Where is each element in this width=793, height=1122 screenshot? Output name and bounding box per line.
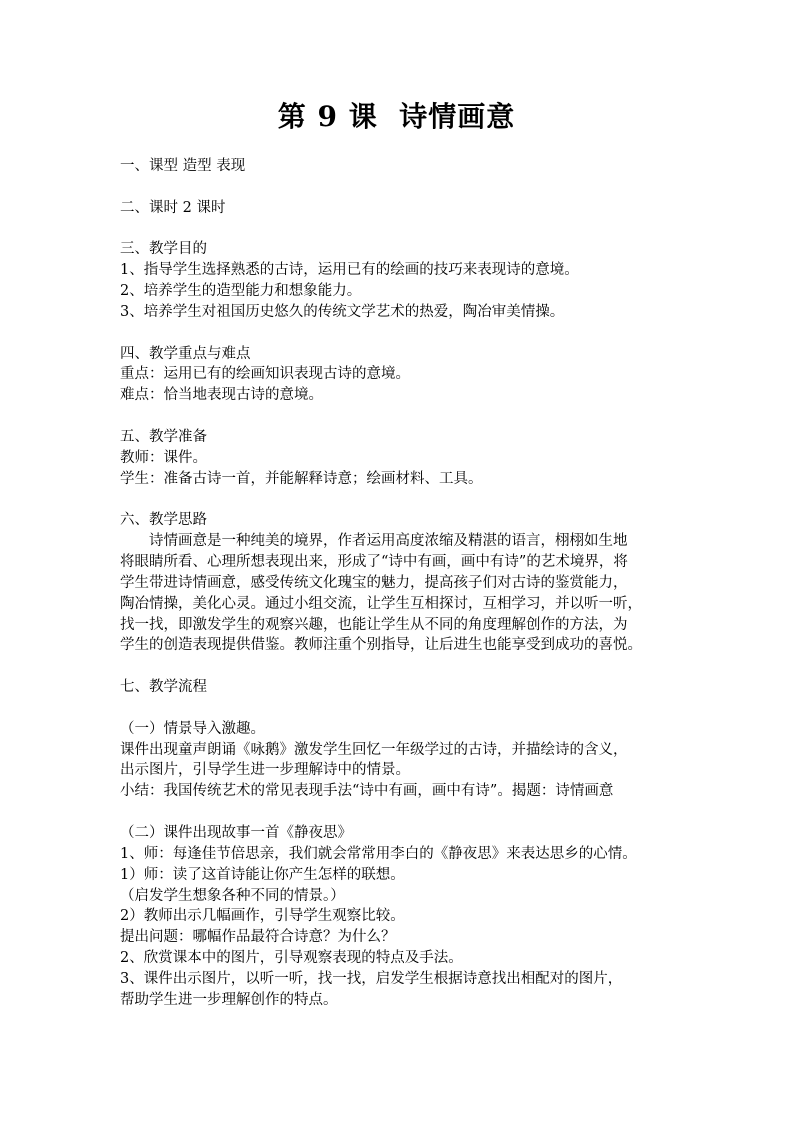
objective-item: 2、培养学生的造型能力和想象能力。 <box>120 283 362 300</box>
blank-line <box>120 406 676 427</box>
process-part1-line: 出示图片，引导学生进一步理解诗中的情景。 <box>120 762 410 779</box>
process-part2-line: 1、师：每逢佳节倍思亲，我们就会常常用李白的《静夜思》来表达思乡的心情。 <box>120 845 637 862</box>
process-part2-line: 2）教师出示几幅画作，引导学生观察比较。 <box>120 908 405 925</box>
section-heading-teaching-approach: 六、教学思路 <box>120 512 207 529</box>
process-part2-line: 3、课件出示图片，以听一听，找一找，启发学生根据诗意找出相配对的图片， <box>120 970 623 987</box>
section-lesson-type: 一、课型 造型 表现 <box>120 158 246 174</box>
section-heading-teaching-process: 七、教学流程 <box>120 679 207 696</box>
section-heading-preparation: 五、教学准备 <box>120 428 207 445</box>
document-body <box>120 156 676 1011</box>
objective-item: 1、指导学生选择熟悉的古诗，运用已有的绘画的技巧来表现诗的意境。 <box>120 262 579 279</box>
process-part2-line: 帮助学生进一步理解创作的特点。 <box>120 991 338 1008</box>
process-part2-line: 提出问题：哪幅作品最符合诗意？为什么？ <box>120 929 396 946</box>
approach-paragraph-line: 将眼睛所看、心理所想表现出来，形成了“诗中有画，画中有诗”的艺术境界，将 <box>120 554 628 571</box>
key-point-item: 难点：恰当地表现古诗的意境。 <box>120 387 323 404</box>
approach-paragraph-line: 学生带进诗情画意，感受传统文化瑰宝的魅力，提高孩子们对古诗的鉴赏能力， <box>120 574 628 591</box>
blank-line <box>120 802 676 823</box>
page-title: 第 9 课 诗情画意 <box>277 100 516 133</box>
section-heading-key-points: 四、教学重点与难点 <box>120 345 251 362</box>
key-point-item: 重点：运用已有的绘画知识表现古诗的意境。 <box>120 366 410 383</box>
blank-line <box>120 698 676 719</box>
process-part2-heading: （二）课件出现故事一首《静夜思》 <box>120 825 352 841</box>
approach-paragraph-line: 学生的创造表现提供借鉴。教师注重个别指导，让后进生也能享受到成功的喜悦。 <box>120 637 642 654</box>
approach-paragraph-line: 陶冶情操，美化心灵。通过小组交流，让学生互相探讨，互相学习，并以听一听， <box>120 595 642 612</box>
preparation-item: 学生：准备古诗一首，并能解释诗意；绘画材料、工具。 <box>120 470 483 487</box>
process-part1-heading: （一）情景导入激趣。 <box>120 720 265 737</box>
blank-line <box>120 490 676 511</box>
section-lesson-hours: 二、课时 2 课时 <box>120 199 226 216</box>
process-part1-line: 课件出现童声朗诵《咏鹅》激发学生回忆一年级学过的古诗，并描绘诗的含义， <box>120 741 628 758</box>
section-heading-objectives: 三、教学目的 <box>120 241 207 258</box>
process-part2-line: （启发学生想象各种不同的情景。） <box>120 887 345 904</box>
approach-paragraph-line: 找一找，即激发学生的观察兴趣，也能让学生从不同的角度理解创作的方法，为 <box>120 616 628 633</box>
blank-line <box>120 323 676 344</box>
approach-paragraph-line: 诗情画意是一种纯美的境界，作者运用高度浓缩及精湛的语言，栩栩如生地 <box>149 533 628 550</box>
process-part1-line: 小结：我国传统艺术的常见表现手法“诗中有画，画中有诗”。揭题：诗情画意 <box>120 783 614 800</box>
preparation-item: 教师：课件。 <box>120 449 207 466</box>
objective-item: 3、培养学生对祖国历史悠久的传统文学艺术的热爱，陶冶审美情操。 <box>120 303 565 320</box>
blank-line <box>120 219 676 240</box>
process-part2-line: 2、欣赏课本中的图片，引导观察表现的特点及手法。 <box>120 950 463 967</box>
blank-line <box>120 177 676 198</box>
blank-line <box>120 656 676 677</box>
process-part2-line: 1）师：读了这首诗能让你产生怎样的联想。 <box>120 866 405 883</box>
